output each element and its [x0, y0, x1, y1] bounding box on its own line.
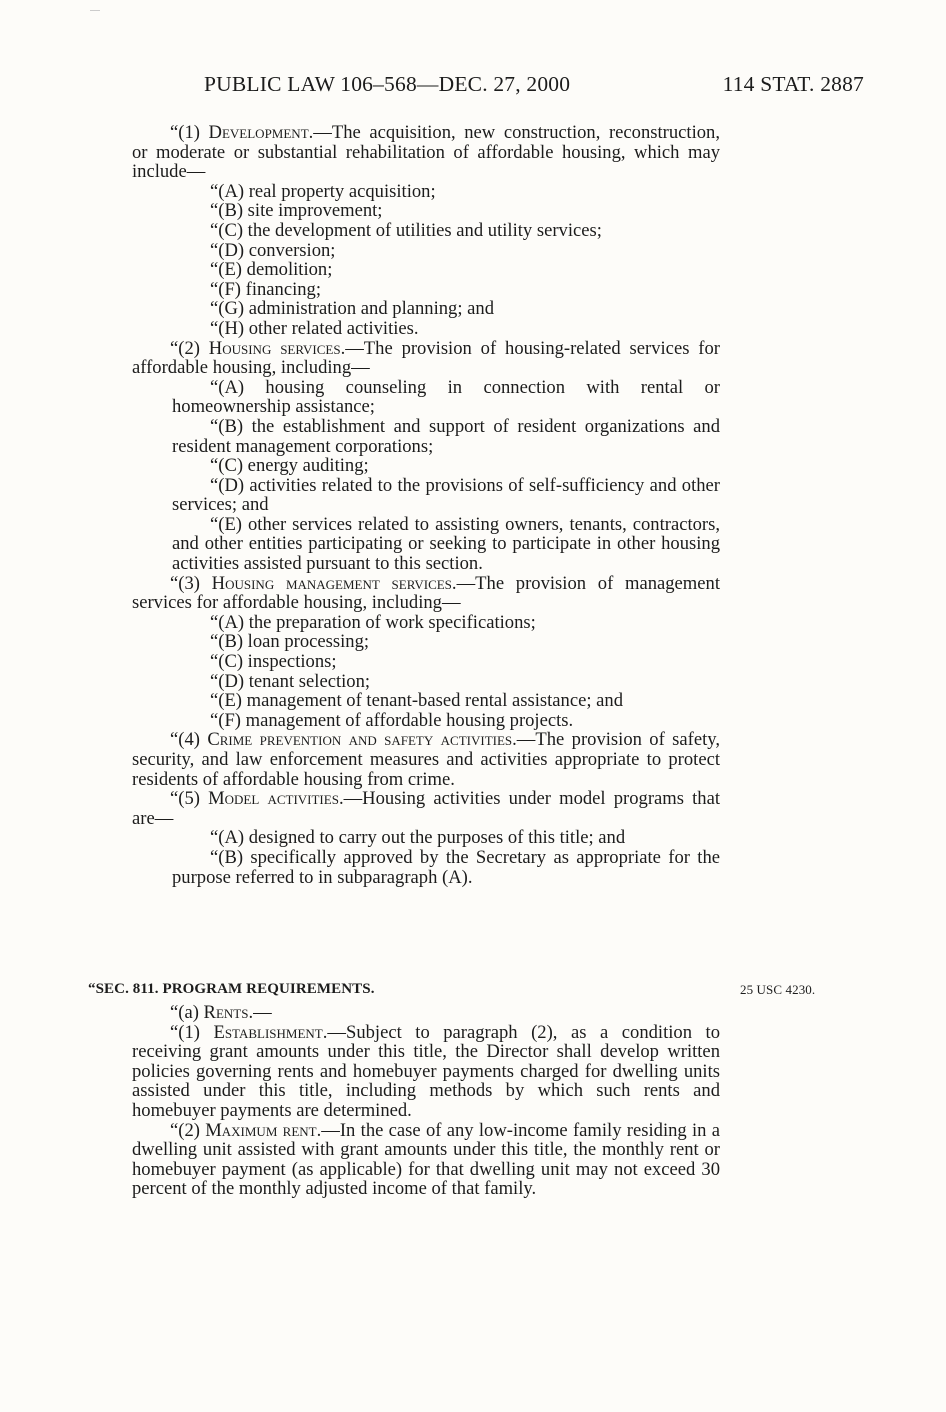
paragraph: “(B) loan processing; — [210, 631, 370, 653]
paragraph-caption: Establishment — [213, 1021, 323, 1043]
paragraph — [132, 1121, 720, 1199]
paragraph-text: “(2) — [170, 337, 209, 359]
paragraph — [132, 730, 720, 789]
paragraph-text: .—The provision of safety, security, and law enforcement measures and activities appropriate to protect residents of affordable housing from crime. — [132, 729, 721, 790]
paragraph: “(F) financing; — [210, 278, 322, 300]
paragraph-text: .—The provision of housing-related services for affordable housing, including— — [132, 337, 720, 379]
paragraph: “(F) management of affordable housing projects. — [210, 709, 574, 731]
margin-citation: 25 USC 4230. — [740, 982, 816, 997]
paragraph: “(G) administration and planning; and — [210, 298, 494, 320]
paragraph: “(E) demolition; — [210, 259, 333, 281]
paragraph-text: “(4) — [170, 729, 208, 751]
paragraph: “(C) inspections; — [210, 651, 337, 673]
paragraph-caption: Housing management services — [211, 572, 452, 594]
paragraph-text: .— — [248, 1002, 272, 1023]
paragraph-text: .—In the case of any low-income family residing in a dwelling unit assisted with grant amounts under this title, the monthly rent or homebuyer payment (as applicable) for that dwelling unit may not exceed 30 percent of the monthly adjusted income of that family. — [132, 1119, 721, 1200]
paragraph-text: “(5) — [170, 788, 209, 810]
paragraph: “(C) the development of utilities and utility services; — [210, 219, 602, 241]
paragraph-caption: Model activities — [208, 788, 339, 810]
paragraph: “(H) other related activities. — [210, 317, 419, 339]
paragraph — [132, 339, 720, 378]
paragraph: “(B) specifically approved by the Secretary as appropriate for the purpose referred to in subparagraph (A). — [172, 846, 720, 888]
statute-body-upper — [132, 123, 720, 887]
paragraph: “(D) conversion; — [210, 239, 336, 261]
paragraph: “(A) real property acquisition; — [210, 180, 436, 202]
paragraph: “(B) the establishment and support of resident organizations and resident management corporations; — [172, 415, 720, 457]
page-header — [204, 72, 864, 102]
paragraph-text: .—The provision of management services for affordable housing, including— — [132, 572, 720, 614]
paragraph-text: “(a) — [170, 1002, 204, 1023]
paragraph: “(B) site improvement; — [210, 200, 383, 222]
scan-mark — [90, 10, 100, 11]
paragraph: “(E) management of tenant-based rental assistance; and — [210, 690, 624, 712]
paragraph-text: “(1) — [170, 122, 209, 143]
paragraph: “(D) tenant selection; — [210, 670, 371, 692]
paragraph-caption: Housing services — [208, 337, 341, 359]
page-number: 114 STAT. 2887 — [722, 72, 864, 96]
paragraph-text: .—The acquisition, new construction, reconstruction, or moderate or substantial rehabilitation of affordable housing, which may include— — [132, 122, 720, 183]
paragraph — [132, 789, 720, 828]
paragraph — [132, 1023, 720, 1121]
paragraph-text: .—Housing activities under model programs that are— — [132, 788, 721, 829]
paragraph-text: “(1) — [170, 1021, 214, 1043]
section-title: “SEC. 811. PROGRAM REQUIREMENTS. — [88, 981, 375, 997]
paragraph — [132, 574, 720, 613]
paragraph-text: “(2) — [170, 1119, 206, 1141]
paragraph: “(A) housing counseling in connection with rental or homeownership assistance; — [172, 376, 720, 418]
paragraph: “(C) energy auditing; — [210, 455, 369, 477]
paragraph: “(A) designed to carry out the purposes of this title; and — [210, 827, 626, 849]
paragraph-caption: Development — [208, 122, 309, 143]
paragraph-caption: Maximum rent — [205, 1119, 317, 1141]
statute-body-lower — [132, 1003, 720, 1199]
paragraph-text: .—Subject to paragraph (2), as a condition to receiving grant amounts under this title, the Director shall develop written policies governing rents and homebuyer payments charged for dwelling units assisted under this title, including methods by which such rents and homebuyer payments are determined. — [132, 1021, 720, 1121]
paragraph-text: “(3) — [170, 572, 212, 594]
section-heading — [88, 981, 868, 999]
paragraph-caption: Rents — [203, 1002, 249, 1023]
paragraph-caption: Crime prevention and safety activities — [207, 729, 513, 751]
paragraph: “(A) the preparation of work specifications; — [210, 611, 536, 633]
paragraph: “(D) activities related to the provisions of self-sufficiency and other services; and — [172, 474, 720, 516]
paragraph — [132, 123, 720, 182]
paragraph: “(E) other services related to assisting owners, tenants, contractors, and other entities participating or seeking to participate in other housing activities assisted pursuant to this section. — [172, 513, 720, 575]
paragraph — [132, 1003, 720, 1023]
running-head: PUBLIC LAW 106–568—DEC. 27, 2000 — [204, 72, 571, 96]
